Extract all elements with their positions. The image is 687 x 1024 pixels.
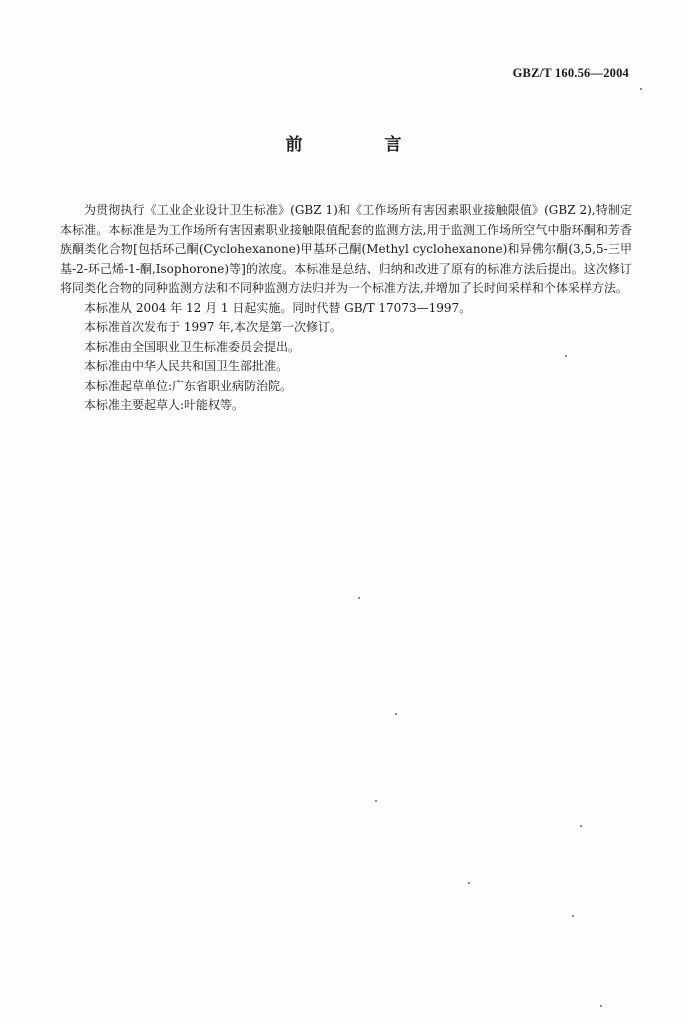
preface-paragraph-proposed-by: 本标准由全国职业卫生标准委员会提出。 — [84, 339, 301, 354]
preface-paragraph-effective-date: 本标准从 2004 年 12 月 1 日起实施。同时代替 GB/T 17073—1997。 — [84, 300, 472, 315]
preface-paragraph-approved-by: 本标准由中华人民共和国卫生部批准。 — [84, 359, 289, 373]
scan-speck — [358, 597, 360, 599]
preface-paragraph-purpose: 为贯彻执行《工业企业设计卫生标准》(GBZ 1)和《工作场所有害因素职业接触限值》(GBZ 2),特制定本标准。本标准是为工作场所有害因素职业接触限值配套的监测方法,用于监测工作场所空气中脂环酮和芳香族酮类化合物[包括环己酮(Cyclohexanone)甲基环己酮(Methyl cyclohexanone)和异佛尔酮(3,5,5-三甲基-2-环己烯-1-酮,Isophorone)等]的浓度。本标准是总结、归纳和改进了原有的标准方法后提出。这次修订将同类化合物的同种监测方法和不同种监测方法归并为一个标准方法,并增加了长时间采样和个体采样方法。 — [60, 203, 632, 295]
standard-code: GBZ/T 160.56—2004 — [512, 66, 629, 80]
page-title: 前 言 — [285, 135, 440, 155]
preface-paragraph-first-release: 本标准首次发布于 1997 年,本次是第一次修订。 — [84, 320, 342, 334]
scan-speck — [468, 882, 470, 884]
preface-paragraph-drafters: 本标准主要起草人:叶能权等。 — [84, 398, 245, 412]
scan-speck — [600, 1005, 602, 1007]
preface-paragraph-drafting-unit: 本标准起草单位:广东省职业病防治院。 — [84, 378, 293, 393]
scan-speck — [395, 713, 397, 715]
scan-speck — [565, 355, 567, 357]
preface-body — [60, 201, 632, 416]
scan-speck — [580, 825, 582, 827]
scan-speck — [572, 915, 574, 917]
scan-speck — [375, 800, 377, 802]
scan-speck — [640, 88, 642, 90]
